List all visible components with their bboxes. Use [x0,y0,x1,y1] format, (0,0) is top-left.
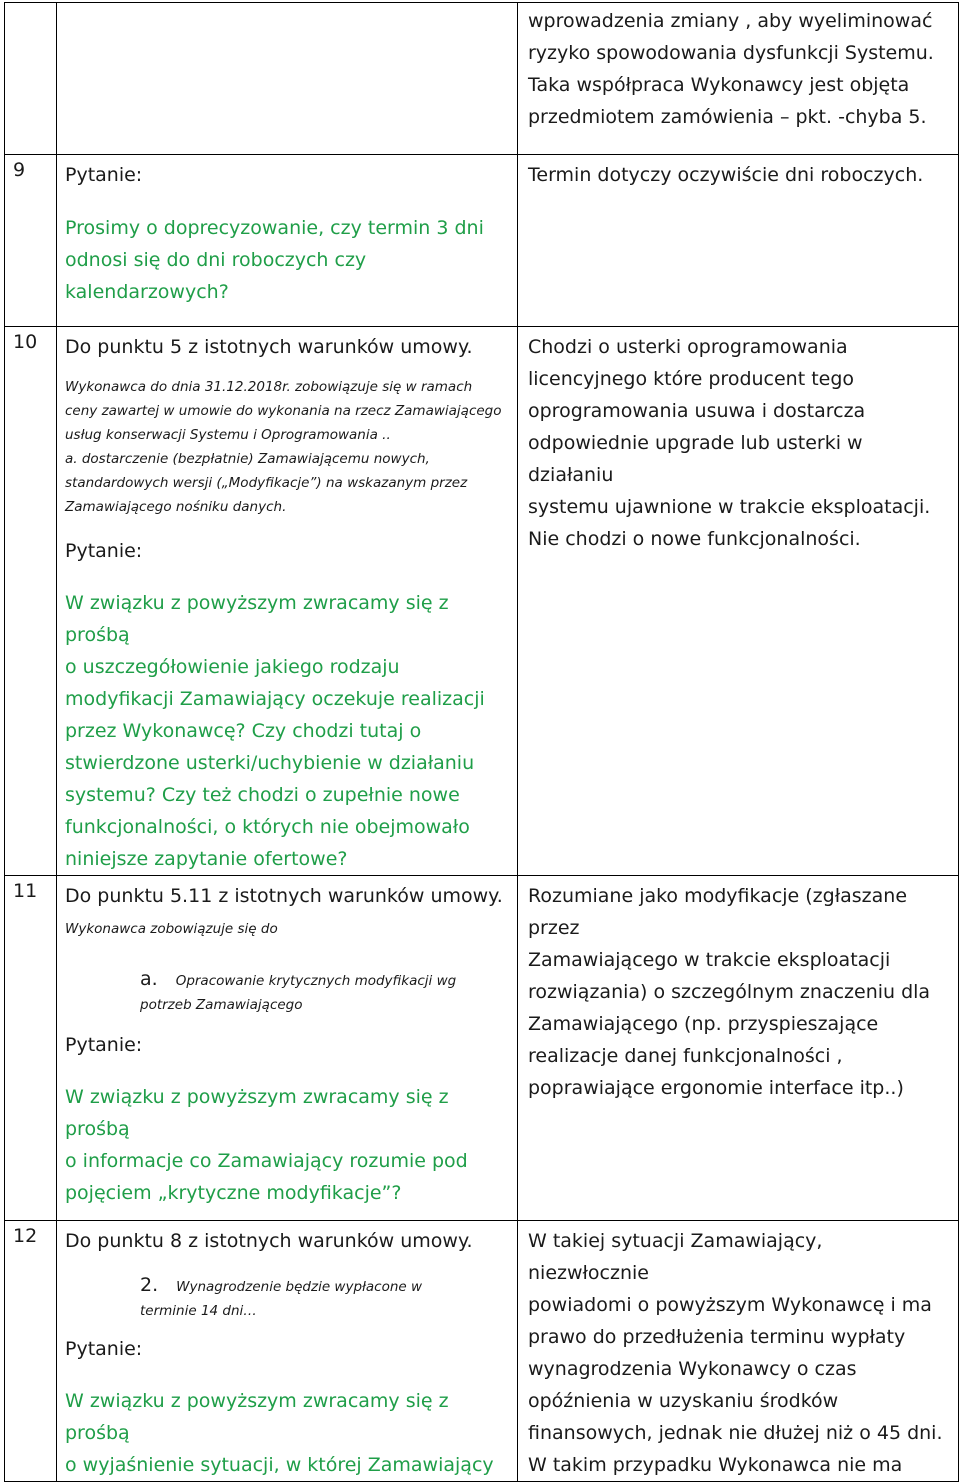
question-label: Pytanie: [65,1034,143,1056]
question-line: o uszczegółowienie jakiego rodzaju [65,656,400,678]
question-line: W związku z powyższym zwracamy się z prośbą [65,1390,449,1444]
answer-cell [518,876,959,1221]
quoted-text-line: ceny zawartej w umowie do wykonania na rzecz Zamawiającego [65,403,502,419]
answer-line: finansowych, jednak nie dłużej niż o 45 dni. [528,1422,943,1444]
question-cell [57,327,518,876]
quoted-text-line: Wykonawca do dnia 31.12.2018r. zobowiązuje się w ramach [65,379,473,395]
row-number [5,3,57,155]
quoted-list-item [140,1273,511,1299]
answer-line: W takim przypadku Wykonawca nie ma [528,1454,903,1476]
list-marker: 2. [140,1274,159,1296]
question-line: W związku z powyższym zwracamy się z prośbą [65,592,449,646]
answer-line: Chodzi o usterki oprogramowania [528,336,848,358]
qa-table [4,2,959,1482]
question-label: Pytanie: [65,1338,143,1360]
answer-line: wprowadzenia zmiany , aby wyeliminować [528,10,933,32]
answer-line: prawo do przedłużenia terminu wypłaty [528,1326,906,1348]
answer-cell [518,327,959,876]
question-line: stwierdzone usterki/uchybienie w działaniu [65,752,475,774]
question-line: o informacje co Zamawiający rozumie pod [65,1150,468,1172]
question-cell [57,876,518,1221]
row-number: 11 [5,876,57,1221]
answer-line: poprawiające ergonomie interface itp..) [528,1077,904,1099]
question-line: pojęciem „krytyczne modyfikacje”? [65,1182,402,1204]
quoted-text-line: Zamawiającego nośniku danych. [65,499,287,515]
quoted-text-line: potrzeb Zamawiającego [140,997,303,1013]
row-number: 9 [5,155,57,327]
question-line: systemu? Czy też chodzi o zupełnie nowe [65,784,460,806]
answer-line: W takiej sytuacji Zamawiający, niezwłocznie [528,1230,823,1284]
answer-line: realizacje danej funkcjonalności , [528,1045,843,1067]
question-cell [57,1221,518,1482]
question-line: o wyjaśnienie sytuacji, w której Zamawiający [65,1454,494,1476]
answer-line: Termin dotyczy oczywiście dni roboczych. [528,164,924,186]
table-row [5,876,959,1221]
answer-line: Zamawiającego w trakcie eksploatacji [528,949,891,971]
answer-line: odpowiednie upgrade lub usterki w działaniu [528,432,863,486]
row-number: 12 [5,1221,57,1482]
answer-line: licencyjnego które producent tego [528,368,855,390]
question-line: przez Wykonawcę? Czy chodzi tutaj o [65,720,422,742]
quoted-text-line: Wynagrodzenie będzie wypłacone w [176,1279,423,1295]
table-row [5,3,959,155]
answer-line: Nie chodzi o nowe funkcjonalności. [528,528,861,550]
quoted-text-line: usług konserwacji Systemu i Oprogramowania .. [65,427,391,443]
question-line: kalendarzowych? [65,281,229,303]
answer-line: systemu ujawnione w trakcie eksploatacji. [528,496,931,518]
answer-line: przedmiotem zamówienia – pkt. -chyba 5. [528,106,927,128]
clause-reference: Do punktu 5.11 z istotnych warunków umowy. [65,885,503,907]
row-number: 10 [5,327,57,876]
quoted-text-line: Wykonawca zobowiązuje się do [65,921,278,937]
question-line: modyfikacji Zamawiający oczekuje realizacji [65,688,485,710]
table-row [5,155,959,327]
question-cell [57,155,518,327]
table-row [5,1221,959,1482]
answer-line: oprogramowania usuwa i dostarcza [528,400,866,422]
answer-line: Rozumiane jako modyfikacje (zgłaszane przez [528,885,908,939]
question-line: funkcjonalności, o których nie obejmowało [65,816,470,838]
quoted-list-item [140,967,511,993]
question-line: odnosi się do dni roboczych czy [65,249,367,271]
answer-cell [518,155,959,327]
answer-line: Zamawiającego (np. przyspieszające [528,1013,879,1035]
list-marker: a. [140,968,158,990]
question-label: Pytanie: [65,164,143,186]
answer-line: powiadomi o powyższym Wykonawcę i ma [528,1294,932,1316]
answer-line: ryzyko spowodowania dysfunkcji Systemu. [528,42,934,64]
question-label: Pytanie: [65,540,143,562]
quoted-text-line: terminie 14 dni… [140,1303,257,1319]
answer-line: rozwiązania) o szczególnym znaczeniu dla [528,981,931,1003]
answer-line: Taka współpraca Wykonawcy jest objęta [528,74,910,96]
quoted-text-line: Opracowanie krytycznych modyfikacji wg [175,973,457,989]
table-row [5,327,959,876]
quoted-text-line: standardowych wersji („Modyfikacje”) na wskazanym przez [65,475,468,491]
answer-cell [518,1221,959,1482]
clause-reference: Do punktu 5 z istotnych warunków umowy. [65,336,473,358]
answer-cell [518,3,959,155]
quoted-text-line: a. dostarczenie (bezpłatnie) Zamawiającemu nowych, [65,451,430,467]
question-line: W związku z powyższym zwracamy się z prośbą [65,1086,449,1140]
answer-line: wynagrodzenia Wykonawcy o czas [528,1358,857,1380]
question-line: Prosimy o doprecyzowanie, czy termin 3 dni [65,217,484,239]
clause-reference: Do punktu 8 z istotnych warunków umowy. [65,1230,473,1252]
question-cell [57,3,518,155]
answer-line: opóźnienia w uzyskaniu środków [528,1390,839,1412]
question-line: niniejsze zapytanie ofertowe? [65,848,348,870]
